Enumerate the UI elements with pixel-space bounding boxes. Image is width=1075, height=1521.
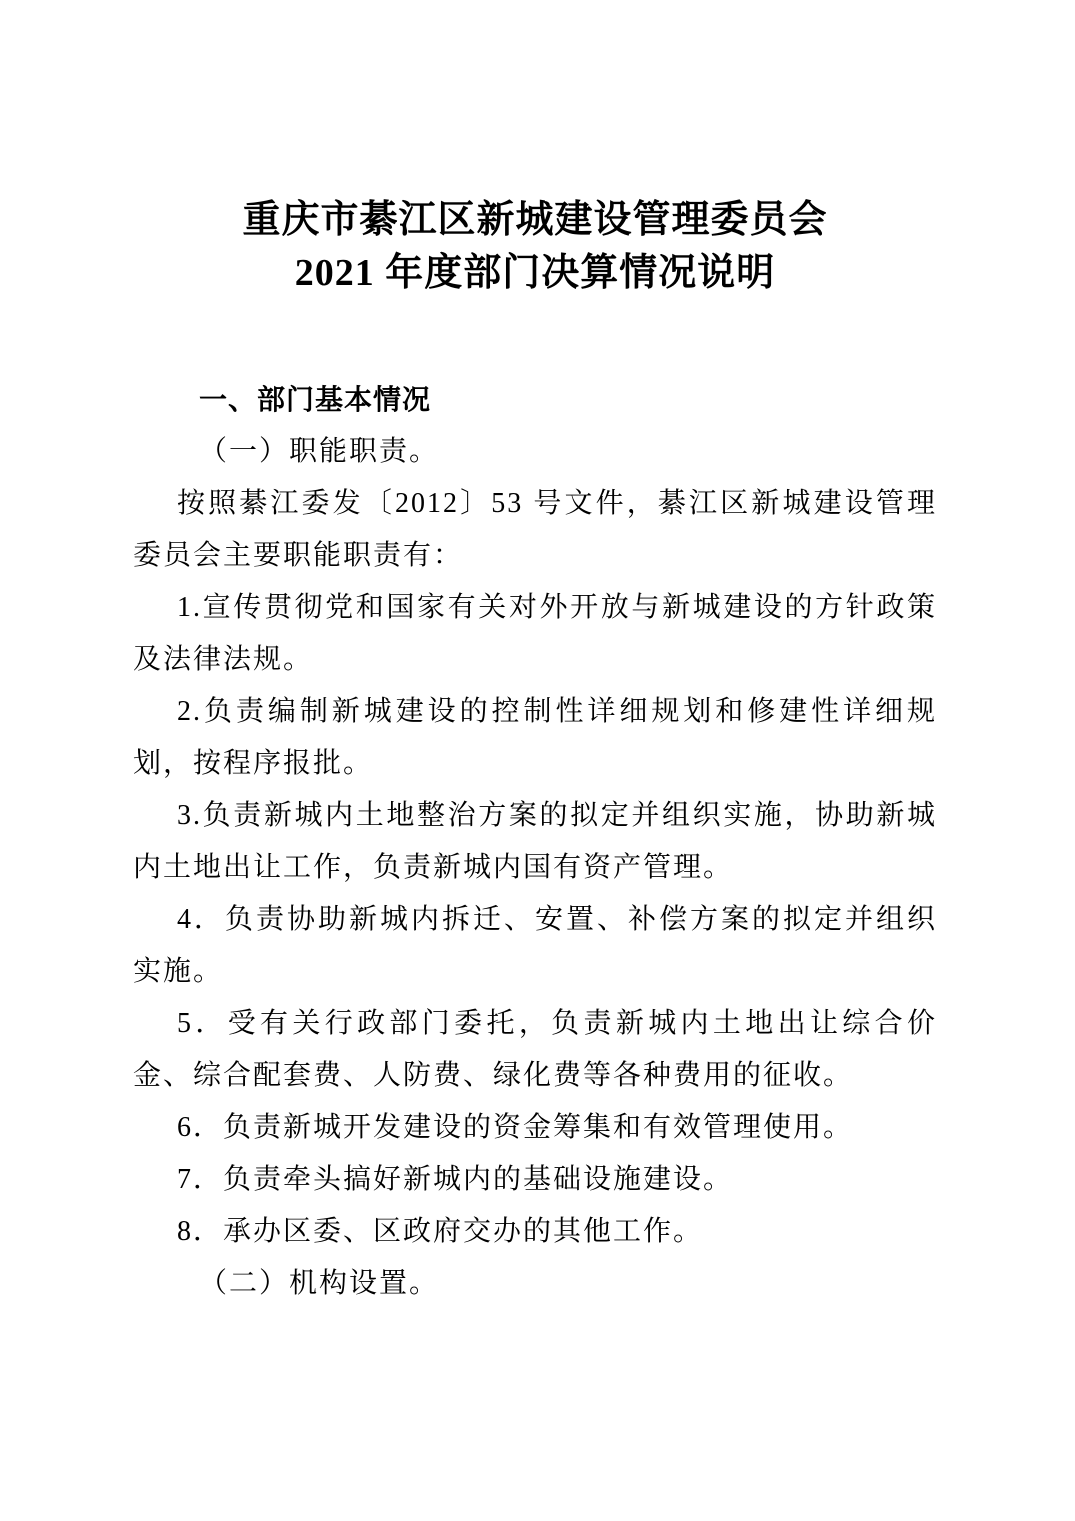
document-title (133, 194, 937, 300)
subsection-organization: （二）机构设置。 (199, 1268, 440, 1299)
duty-item-8: 8．承办区委、区政府交办的其他工作。 (177, 1216, 704, 1247)
section-heading-basic-info: 一、部门基本情况 (199, 384, 432, 415)
duty-item-5: 5．受有关行政部门委托，负责新城内土地出让综合价金、综合配套费、人防费、绿化费等各种费用的征收。 (133, 1008, 937, 1091)
duty-item-4: 4．负责协助新城内拆迁、安置、补偿方案的拟定并组织实施。 (133, 904, 937, 987)
intro-paragraph: 按照綦江委发〔2012〕53 号文件，綦江区新城建设管理委员会主要职能职责有： (133, 488, 937, 571)
duty-item-1: 1.宣传贯彻党和国家有关对外开放与新城建设的方针政策及法律法规。 (133, 592, 937, 675)
duty-item-7: 7．负责牵头搞好新城内的基础设施建设。 (177, 1164, 734, 1195)
document-title-line1: 重庆市綦江区新城建设管理委员会 (242, 199, 828, 241)
duty-item-6: 6．负责新城开发建设的资金筹集和有效管理使用。 (177, 1112, 854, 1143)
subsection-duties: （一）职能职责。 (199, 436, 440, 467)
document-title-line2: 2021 年度部门决算情况说明 (294, 252, 776, 294)
duty-item-3: 3.负责新城内土地整治方案的拟定并组织实施，协助新城内土地出让工作，负责新城内国有资产管理。 (133, 800, 937, 883)
duty-item-2: 2.负责编制新城建设的控制性详细规划和修建性详细规划，按程序报批。 (133, 696, 937, 779)
